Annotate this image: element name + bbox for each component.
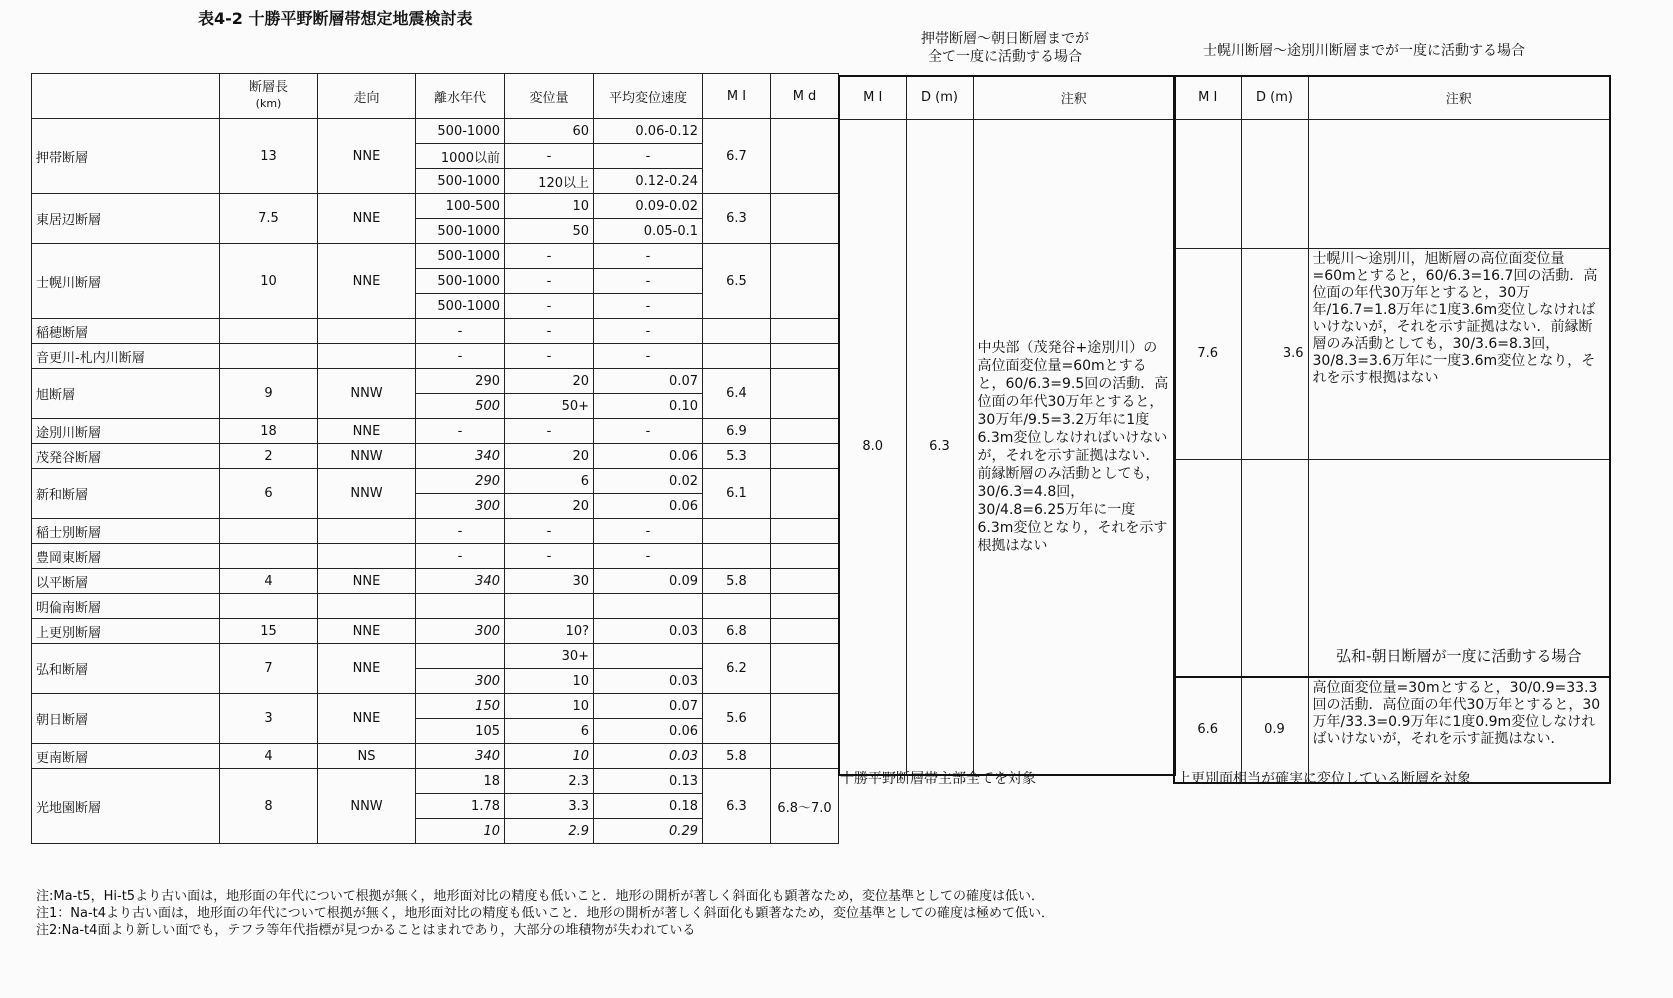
fault-strike: NNW bbox=[318, 769, 416, 844]
fault-disp: 50+ bbox=[505, 394, 594, 419]
fault-disp: 50 bbox=[505, 219, 594, 244]
fault-disp: - bbox=[505, 544, 594, 569]
fault-age: 300 bbox=[416, 669, 505, 694]
fault-md bbox=[771, 469, 839, 519]
fault-disp: 10 bbox=[505, 194, 594, 219]
fault-strike: NNW bbox=[318, 444, 416, 469]
scenario2-empty-d bbox=[1241, 119, 1308, 248]
fault-length: 3 bbox=[220, 694, 318, 744]
fault-mi: 6.3 bbox=[703, 194, 771, 244]
fault-rate: 0.06-0.12 bbox=[594, 119, 703, 144]
table-row bbox=[32, 419, 839, 444]
header-md: M d bbox=[771, 74, 839, 119]
fault-disp: 10? bbox=[505, 619, 594, 644]
fault-length: 2 bbox=[220, 444, 318, 469]
fault-md bbox=[771, 319, 839, 344]
scenario2-mi: 7.6 bbox=[1174, 248, 1241, 459]
fault-rate: 0.09-0.02 bbox=[594, 194, 703, 219]
fault-rate: - bbox=[594, 269, 703, 294]
fault-rate: - bbox=[594, 344, 703, 369]
fault-mi: 5.8 bbox=[703, 569, 771, 594]
fault-name: 豊岡東断層 bbox=[32, 544, 220, 569]
header-length bbox=[220, 74, 318, 119]
fault-mi bbox=[703, 519, 771, 544]
fault-name: 稲穂断層 bbox=[32, 319, 220, 344]
scenario3-empty-d bbox=[1241, 459, 1308, 677]
fault-rate: 0.07 bbox=[594, 694, 703, 719]
fault-mi: 6.8 bbox=[703, 619, 771, 644]
fault-disp: - bbox=[505, 419, 594, 444]
fault-length bbox=[220, 594, 318, 619]
fault-disp: 20 bbox=[505, 494, 594, 519]
fault-strike bbox=[318, 519, 416, 544]
fault-rate: 0.07 bbox=[594, 369, 703, 394]
fault-age: 290 bbox=[416, 469, 505, 494]
fault-strike: NNW bbox=[318, 469, 416, 519]
scenario3-mi: 6.6 bbox=[1174, 677, 1241, 783]
fault-age: - bbox=[416, 519, 505, 544]
scenario1-note: 中央部（茂発谷+途別川）の高位面変位量=60mとすると，60/6.3=9.5回の活動．高位面の年代30万年とすると，30万年/9.5=3.2万年に1度6.3m変位しなければいけないが，それを示す証拠はない．前縁断層のみ活動としても，30/6.3=4.8回，30/4.8=6.25万年に一度6.3m変位となり，それを示す根拠はない bbox=[973, 119, 1175, 775]
scenario2-d-header: D (m) bbox=[1241, 76, 1308, 119]
fault-disp: - bbox=[505, 294, 594, 319]
scenario2-empty-mi bbox=[1174, 119, 1241, 248]
fault-rate: - bbox=[594, 144, 703, 169]
fault-age: 10 bbox=[416, 819, 505, 844]
table-row bbox=[32, 619, 839, 644]
fault-strike bbox=[318, 594, 416, 619]
fault-disp: - bbox=[505, 269, 594, 294]
fault-rate: - bbox=[594, 519, 703, 544]
fault-strike bbox=[318, 319, 416, 344]
fault-md bbox=[771, 194, 839, 244]
fault-name: 光地園断層 bbox=[32, 769, 220, 844]
fault-age: 18 bbox=[416, 769, 505, 794]
table-row bbox=[32, 319, 839, 344]
fault-rate bbox=[594, 594, 703, 619]
fault-age: 500-1000 bbox=[416, 169, 505, 194]
fault-disp: 30+ bbox=[505, 644, 594, 669]
fault-md bbox=[771, 119, 839, 194]
fault-strike bbox=[318, 544, 416, 569]
fault-name: 押帯断層 bbox=[32, 119, 220, 194]
fault-age: 500-1000 bbox=[416, 119, 505, 144]
fault-disp: 60 bbox=[505, 119, 594, 144]
fault-mi: 6.2 bbox=[703, 644, 771, 694]
header-length-label: 断層長 bbox=[248, 80, 288, 95]
table-row bbox=[32, 594, 839, 619]
fault-age: 150 bbox=[416, 694, 505, 719]
scenario2-note: 士幌川～途別川，旭断層の高位面変位量=60mとすると，60/6.3=16.7回の活動．高位面の年代30万年とすると，30万年/16.7=1.8万年に1度3.6m変位しなければいけないが，それを示す証拠はない．前縁断層のみ活動としても，30/3.6=8.3回，30/8.3=3.6万年に一度3.6m変位となり，それを示す根拠はない bbox=[1308, 248, 1610, 459]
fault-table bbox=[31, 73, 839, 844]
fault-age: 500-1000 bbox=[416, 244, 505, 269]
fault-length bbox=[220, 319, 318, 344]
fault-age: 1.78 bbox=[416, 794, 505, 819]
fault-length: 8 bbox=[220, 769, 318, 844]
fault-name: 旭断層 bbox=[32, 369, 220, 419]
fault-length: 9 bbox=[220, 369, 318, 419]
fault-name: 朝日断層 bbox=[32, 694, 220, 744]
fault-md bbox=[771, 619, 839, 644]
fault-md bbox=[771, 744, 839, 769]
fault-rate: - bbox=[594, 544, 703, 569]
table-row bbox=[32, 544, 839, 569]
fault-age: 300 bbox=[416, 619, 505, 644]
fault-disp: 10 bbox=[505, 694, 594, 719]
header-strike: 走向 bbox=[318, 74, 416, 119]
fault-rate: 0.09 bbox=[594, 569, 703, 594]
fault-rate: 0.18 bbox=[594, 794, 703, 819]
fault-age: 500 bbox=[416, 394, 505, 419]
fault-age bbox=[416, 594, 505, 619]
fault-mi: 5.8 bbox=[703, 744, 771, 769]
fault-rate: - bbox=[594, 294, 703, 319]
scenario1-d: 6.3 bbox=[906, 119, 973, 775]
table-row bbox=[32, 519, 839, 544]
fault-rate: 0.06 bbox=[594, 444, 703, 469]
footnote-2: 注2:Na-t4面より新しい面でも，テフラ等年代指標が見つかることはまれであり，大部分の堆積物が失われている bbox=[36, 923, 696, 938]
fault-strike: NNE bbox=[318, 119, 416, 194]
fault-name: 音更川-札内川断層 bbox=[32, 344, 220, 369]
fault-length: 10 bbox=[220, 244, 318, 319]
scenario1-note-header: 注釈 bbox=[973, 76, 1175, 119]
fault-md bbox=[771, 694, 839, 744]
fault-age: - bbox=[416, 544, 505, 569]
fault-rate: 0.13 bbox=[594, 769, 703, 794]
fault-rate: 0.06 bbox=[594, 494, 703, 519]
fault-md bbox=[771, 594, 839, 619]
fault-disp: 10 bbox=[505, 669, 594, 694]
scenario1-table bbox=[838, 75, 1176, 776]
fault-length: 13 bbox=[220, 119, 318, 194]
table-row bbox=[32, 444, 839, 469]
fault-strike: NS bbox=[318, 744, 416, 769]
fault-md: 6.8～7.0 bbox=[771, 769, 839, 844]
scenario1-title bbox=[880, 30, 1130, 66]
fault-strike: NNE bbox=[318, 419, 416, 444]
fault-rate bbox=[594, 644, 703, 669]
fault-length: 18 bbox=[220, 419, 318, 444]
fault-age: 1000以前 bbox=[416, 144, 505, 169]
fault-md bbox=[771, 444, 839, 469]
fault-mi: 6.1 bbox=[703, 469, 771, 519]
fault-disp: - bbox=[505, 244, 594, 269]
table-row bbox=[32, 369, 839, 394]
fault-rate: - bbox=[594, 319, 703, 344]
fault-strike: NNW bbox=[318, 369, 416, 419]
fault-disp: - bbox=[505, 344, 594, 369]
scenario3-empty-mi bbox=[1174, 459, 1241, 677]
fault-age: - bbox=[416, 344, 505, 369]
fault-age: 300 bbox=[416, 494, 505, 519]
fault-rate: 0.05-0.1 bbox=[594, 219, 703, 244]
fault-name: 明倫南断層 bbox=[32, 594, 220, 619]
fault-disp: 3.3 bbox=[505, 794, 594, 819]
fault-disp: 10 bbox=[505, 744, 594, 769]
table-row bbox=[32, 344, 839, 369]
fault-age: 290 bbox=[416, 369, 505, 394]
scenario2-d: 3.6 bbox=[1241, 248, 1308, 459]
scenario2-empty-note bbox=[1308, 119, 1610, 248]
fault-mi bbox=[703, 544, 771, 569]
fault-mi bbox=[703, 319, 771, 344]
fault-name: 稲士別断層 bbox=[32, 519, 220, 544]
fault-rate: 0.02 bbox=[594, 469, 703, 494]
scenario3-title: 弘和-朝日断層が一度に活動する場合 bbox=[1308, 459, 1610, 677]
table-row bbox=[32, 569, 839, 594]
fault-age: 100-500 bbox=[416, 194, 505, 219]
fault-length: 15 bbox=[220, 619, 318, 644]
fault-length: 4 bbox=[220, 569, 318, 594]
table-row bbox=[32, 694, 839, 719]
fault-age: 340 bbox=[416, 569, 505, 594]
table-row bbox=[32, 644, 839, 669]
fault-disp: 2.9 bbox=[505, 819, 594, 844]
header-length-unit: (km) bbox=[255, 97, 282, 110]
fault-md bbox=[771, 244, 839, 319]
scenario1-d-header: D (m) bbox=[906, 76, 973, 119]
fault-age: 340 bbox=[416, 444, 505, 469]
footnote-0: 注:Ma-t5，Hi-t5より古い面は，地形面の年代について根拠が無く，地形面対比の精度も低いこと．地形の開析が著しく斜面化も顕著なため，変位基準としての確度は低い． bbox=[36, 889, 1045, 904]
fault-age: 500-1000 bbox=[416, 219, 505, 244]
fault-strike bbox=[318, 344, 416, 369]
fault-rate: 0.03 bbox=[594, 744, 703, 769]
fault-age bbox=[416, 644, 505, 669]
fault-strike: NNE bbox=[318, 694, 416, 744]
fault-disp: 2.3 bbox=[505, 769, 594, 794]
fault-length bbox=[220, 344, 318, 369]
fault-md bbox=[771, 344, 839, 369]
fault-name: 以平断層 bbox=[32, 569, 220, 594]
fault-disp: 120以上 bbox=[505, 169, 594, 194]
header-age: 離水年代 bbox=[416, 74, 505, 119]
footnote-1: 注1：Na-t4より古い面は，地形面の年代について根拠が無く，地形面対比の精度も低いこと．地形の開析が著しく斜面化も顕著なため，変位基準としての確度は極めて低い． bbox=[36, 906, 1054, 921]
fault-name: 途別川断層 bbox=[32, 419, 220, 444]
fault-strike: NNE bbox=[318, 644, 416, 694]
fault-mi bbox=[703, 344, 771, 369]
header-mi: M I bbox=[703, 74, 771, 119]
fault-age: - bbox=[416, 319, 505, 344]
scenario2-table bbox=[1173, 75, 1611, 784]
fault-disp: - bbox=[505, 319, 594, 344]
fault-rate: 0.29 bbox=[594, 819, 703, 844]
scenario1-mi: 8.0 bbox=[839, 119, 906, 775]
footnotes bbox=[36, 888, 1054, 939]
scenario1-mi-header: M I bbox=[839, 76, 906, 119]
scenario1-caption: 十勝平野断層帯主部全てを対象 bbox=[840, 771, 1036, 787]
scenario3-caption: 上更別面相当が確実に変位している断層を対象 bbox=[1177, 771, 1471, 787]
fault-name: 弘和断層 bbox=[32, 644, 220, 694]
fault-rate: 0.03 bbox=[594, 669, 703, 694]
table-row bbox=[32, 744, 839, 769]
header-disp: 変位量 bbox=[505, 74, 594, 119]
scenario3-note: 高位面変位量=30mとすると，30/0.9=33.3回の活動．高位面の年代30万年とすると，30万年/33.3=0.9万年に1度0.9m変位しなければいけないが，それを示す証拠はない． bbox=[1308, 677, 1610, 783]
fault-disp: 20 bbox=[505, 369, 594, 394]
fault-mi: 6.3 bbox=[703, 769, 771, 844]
fault-mi: 6.4 bbox=[703, 369, 771, 419]
scenario2-note-header: 注釈 bbox=[1308, 76, 1610, 119]
fault-mi: 5.3 bbox=[703, 444, 771, 469]
table-title: 表4-2 十勝平野断層帯想定地震検討表 bbox=[198, 9, 473, 28]
fault-name: 茂発谷断層 bbox=[32, 444, 220, 469]
fault-mi: 6.5 bbox=[703, 244, 771, 319]
fault-length: 7 bbox=[220, 644, 318, 694]
fault-length: 4 bbox=[220, 744, 318, 769]
fault-strike: NNE bbox=[318, 569, 416, 594]
fault-md bbox=[771, 519, 839, 544]
fault-rate: - bbox=[594, 244, 703, 269]
fault-disp bbox=[505, 594, 594, 619]
fault-mi bbox=[703, 594, 771, 619]
fault-age: 500-1000 bbox=[416, 269, 505, 294]
fault-name: 東居辺断層 bbox=[32, 194, 220, 244]
fault-rate: - bbox=[594, 419, 703, 444]
fault-disp: - bbox=[505, 519, 594, 544]
fault-name: 新和断層 bbox=[32, 469, 220, 519]
fault-name: 士幌川断層 bbox=[32, 244, 220, 319]
table-row bbox=[32, 194, 839, 219]
fault-length: 6 bbox=[220, 469, 318, 519]
fault-age: 340 bbox=[416, 744, 505, 769]
fault-strike: NNE bbox=[318, 244, 416, 319]
fault-disp: 6 bbox=[505, 469, 594, 494]
header-name bbox=[32, 74, 220, 119]
table-row bbox=[32, 244, 839, 269]
fault-md bbox=[771, 369, 839, 419]
scenario2-mi-header: M I bbox=[1174, 76, 1241, 119]
fault-name: 更南断層 bbox=[32, 744, 220, 769]
fault-md bbox=[771, 544, 839, 569]
fault-mi: 6.9 bbox=[703, 419, 771, 444]
table-row bbox=[32, 469, 839, 494]
fault-age: 500-1000 bbox=[416, 294, 505, 319]
fault-disp: 20 bbox=[505, 444, 594, 469]
fault-disp: - bbox=[505, 144, 594, 169]
fault-md bbox=[771, 419, 839, 444]
fault-length: 7.5 bbox=[220, 194, 318, 244]
scenario3-d: 0.9 bbox=[1241, 677, 1308, 783]
fault-age: - bbox=[416, 419, 505, 444]
table-row bbox=[32, 119, 839, 144]
fault-length bbox=[220, 519, 318, 544]
scenario1-title-line1: 押帯断層～朝日断層までが bbox=[921, 31, 1089, 47]
fault-disp: 30 bbox=[505, 569, 594, 594]
fault-rate: 0.10 bbox=[594, 394, 703, 419]
scenario1-title-line2: 全て一度に活動する場合 bbox=[928, 49, 1082, 65]
fault-rate: 0.12-0.24 bbox=[594, 169, 703, 194]
fault-name: 上更別断層 bbox=[32, 619, 220, 644]
fault-mi: 6.7 bbox=[703, 119, 771, 194]
fault-md bbox=[771, 644, 839, 694]
table-row bbox=[32, 769, 839, 794]
fault-strike: NNE bbox=[318, 619, 416, 644]
fault-disp: 6 bbox=[505, 719, 594, 744]
scenario2-title: 士幌川断層～途別川断層までが一度に活動する場合 bbox=[1203, 43, 1525, 59]
header-row bbox=[32, 74, 839, 119]
fault-rate: 0.03 bbox=[594, 619, 703, 644]
fault-md bbox=[771, 569, 839, 594]
fault-age: 105 bbox=[416, 719, 505, 744]
fault-mi: 5.6 bbox=[703, 694, 771, 744]
header-rate: 平均変位速度 bbox=[594, 74, 703, 119]
fault-length bbox=[220, 544, 318, 569]
fault-rate: 0.06 bbox=[594, 719, 703, 744]
fault-strike: NNE bbox=[318, 194, 416, 244]
